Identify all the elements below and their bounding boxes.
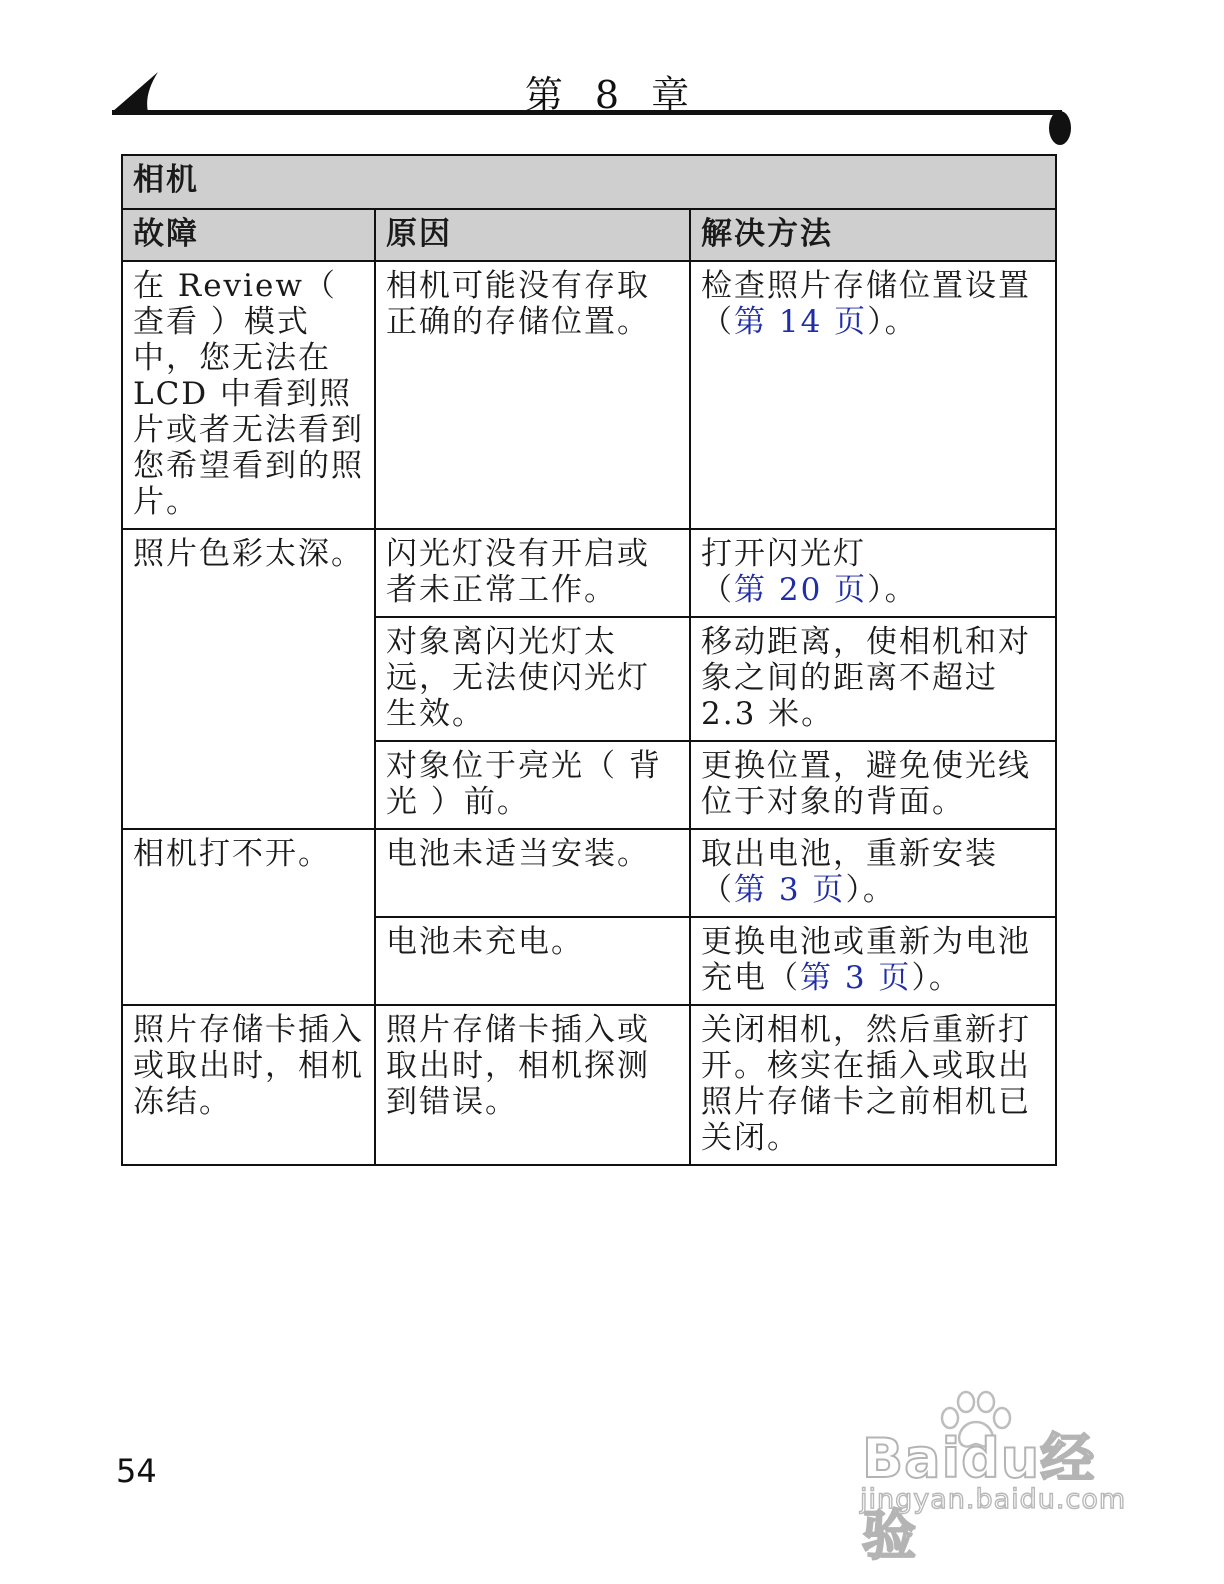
solution-cell: 更换位置，避免使光线位于对象的背面。 <box>690 741 1056 829</box>
header-row <box>122 209 1056 261</box>
table-row <box>122 261 1056 529</box>
cause-cell: 对象离闪光灯太远，无法使闪光灯生效。 <box>375 617 690 741</box>
solution-cell <box>690 529 1056 617</box>
cause-cell: 对象位于亮光（ 背光 ）前。 <box>375 741 690 829</box>
solution-end: ）。 <box>911 960 962 996</box>
solution-text: 更换电池或重新为电池充电（ <box>701 924 1031 996</box>
solution-cell: 移动距离，使相机和对象之间的距离不超过 2.3 米。 <box>690 617 1056 741</box>
table-row <box>122 1005 1056 1165</box>
column-header-cause: 原因 <box>375 209 690 261</box>
section-row <box>122 155 1056 209</box>
solution-text: 检查照片存储位置设置（ <box>701 268 1031 340</box>
solution-cell <box>690 261 1056 529</box>
column-header-problem: 故障 <box>122 209 375 261</box>
solution-end: ）。 <box>845 872 896 908</box>
section-title: 相机 <box>122 155 1056 209</box>
cause-cell: 闪光灯没有开启或者未正常工作。 <box>375 529 690 617</box>
problem-cell: 在 Review（ 查看 ）模式中，您无法在 LCD 中看到照片或者无法看到您希望看到的照片。 <box>122 261 375 529</box>
solution-cell <box>690 917 1056 1005</box>
chapter-header <box>0 0 1224 160</box>
page-link[interactable]: 第 14 页 <box>734 304 868 340</box>
page-link[interactable]: 第 3 页 <box>734 872 846 908</box>
solution-cell <box>690 829 1056 917</box>
solution-end: ）。 <box>867 304 918 340</box>
solution-text: 打开闪光灯（ <box>701 536 866 608</box>
cause-cell: 电池未适当安装。 <box>375 829 690 917</box>
page-link[interactable]: 第 20 页 <box>734 572 868 608</box>
table-row <box>122 529 1056 617</box>
solution-text: 取出电池，重新安装（ <box>701 836 998 908</box>
page-link[interactable]: 第 3 页 <box>800 960 912 996</box>
solution-end: ）。 <box>867 572 918 608</box>
troubleshooting-table <box>121 154 1057 1166</box>
problem-cell: 照片存储卡插入或取出时，相机冻结。 <box>122 1005 375 1165</box>
page-number: 54 <box>116 1452 157 1490</box>
watermark-url: jingyan.baidu.com <box>860 1484 1127 1515</box>
cause-cell: 电池未充电。 <box>375 917 690 1005</box>
cause-cell: 相机可能没有存取正确的存储位置。 <box>375 261 690 529</box>
chapter-title: 第 8 章 <box>524 73 700 117</box>
baidu-watermark <box>858 1388 1148 1567</box>
problem-cell: 照片色彩太深。 <box>122 529 375 829</box>
cause-cell: 照片存储卡插入或取出时，相机探测到错误。 <box>375 1005 690 1165</box>
watermark-brand: Baidu经验 <box>862 1427 1096 1567</box>
table-row <box>122 829 1056 917</box>
solution-cell: 关闭相机，然后重新打开。核实在插入或取出照片存储卡之前相机已关闭。 <box>690 1005 1056 1165</box>
problem-cell: 相机打不开。 <box>122 829 375 1005</box>
column-header-solution: 解决方法 <box>690 209 1056 261</box>
